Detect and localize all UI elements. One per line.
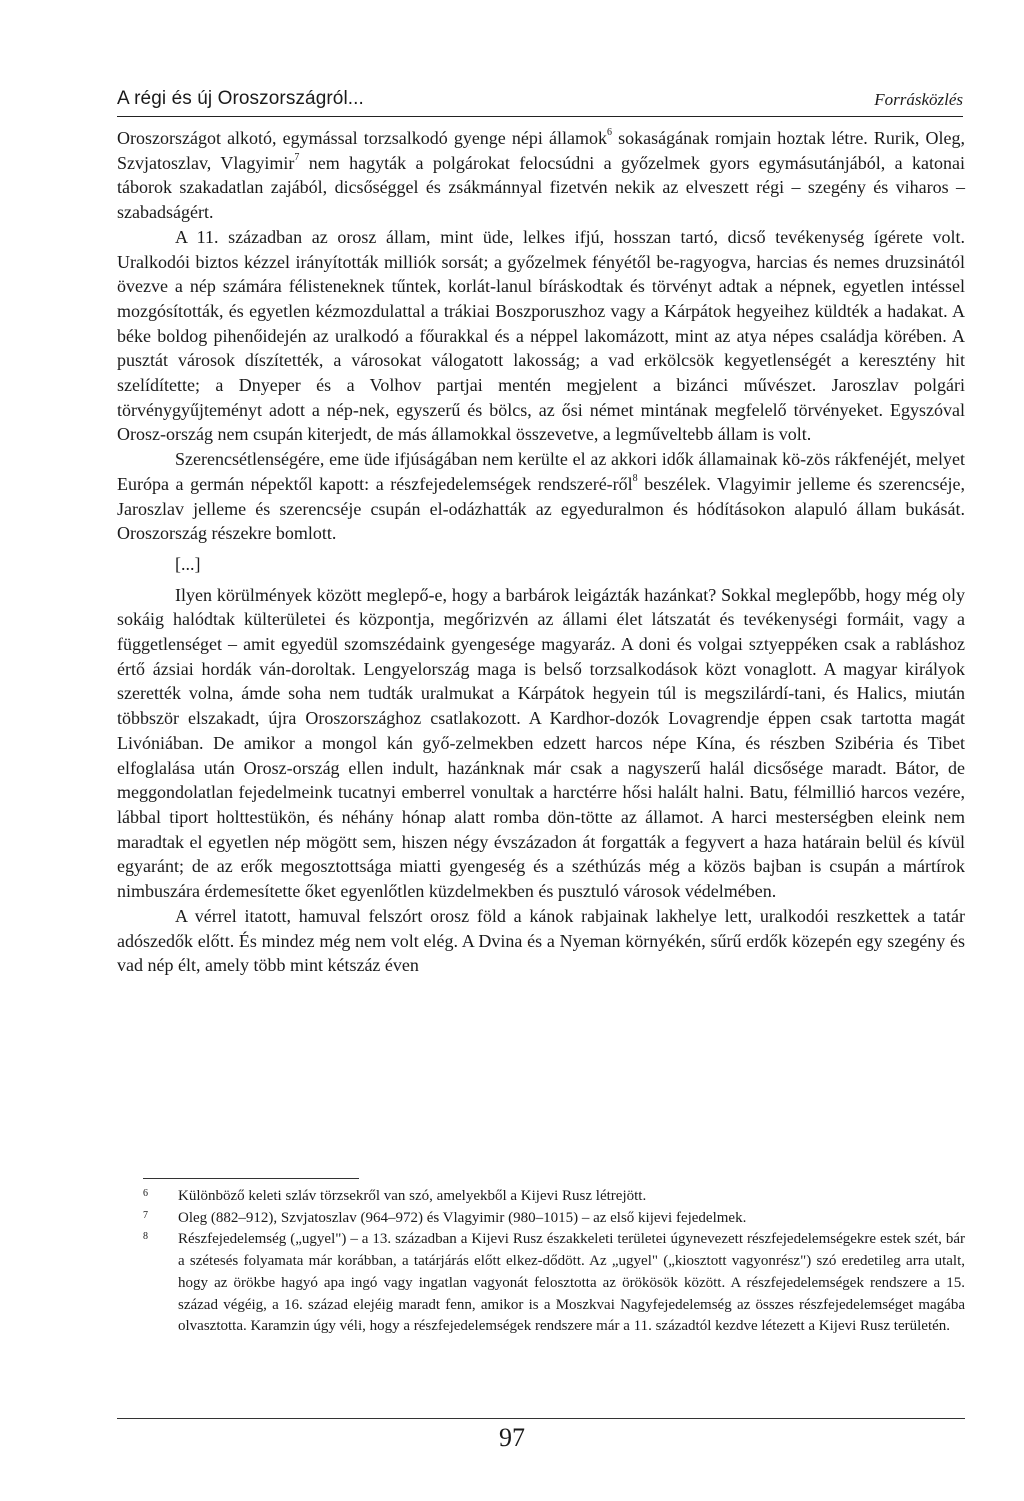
footnote-number: 6 — [143, 1188, 148, 1199]
paragraph: Oroszországot alkotó, egymással torzsalkodó gyenge népi államok$^6$ sokaságának romjain hoztak létre. Rurik, Oleg, Szvjatoszlav, Vlagyimir$^7$ nem hagyták a polgárokat felocsúdni a győzelmek gyors egymásutánjából, a katonai táborok szakadatlan zajából, dicsőséggel és zsákmánnyal fizetvén nekik az elveszett régi – szegény és viharos – szabadságért. — [117, 127, 966, 223]
ellipsis: [...] — [175, 553, 201, 574]
footnotes — [143, 1186, 965, 1338]
footnote-number: 8 — [143, 1231, 148, 1243]
footnote: 6 Különböző keleti szláv törzsekről van szó, amelyekből a Kijevi Rusz létrejött. — [143, 1186, 965, 1208]
header-rule — [117, 116, 963, 117]
footnote-rule — [143, 1178, 359, 1179]
footnote-ref: 7 — [294, 151, 300, 163]
paragraph: Szerencsétlenségére, eme üde ifjúságában nem kerülte el az akkori idők államainak kö-zös rákfenéjét, melyet Európa a germán népektől kapott: a részfejedelemségek rendszeré-ről$^8$ beszélek. Vlagyimir jelleme és szerencséje, Jaroszlav jelleme és szerencséje csupán el-odázhatták az egyeduralmon és hódításokon alapuló állam bukását. Oroszország részekre bomlott. — [117, 449, 965, 544]
page-number: 97 — [499, 1423, 525, 1452]
running-title: A régi és új Oroszországról... — [117, 88, 364, 109]
footnote-ref: 8 — [632, 472, 638, 484]
footnote-number: 7 — [143, 1209, 148, 1221]
section-label: Forrásközlés — [874, 90, 963, 109]
footnote-ref: 6 — [606, 127, 612, 138]
paragraph: Ilyen körülmények között meglepő-e, hogy a barbárok leigázták hazánkat? Sokkal meglepőbb, hogy még oly sokáig halódtak külterületei és központja, megőrizvén az állami élet látszatát és tevékenységi formáit, vagy a függetlenséget – amit egyedül szomszédaink gyengesége magyaráz. A doni és volgai sztyeppéken csak a rabláshoz értő ázsiai hordák ván-doroltak. Lengyelország maga is belső torzsalkodások közt vonaglott. A magyar királyok szerették volna, ámde soha nem tudták uralmukat a Kárpátok hegyein túl is megszilárdí-tani, és Halics, miután többször elszakadt, újra Oroszországhoz csatlakozott. A Kardhor-dozók Lovagrendje éppen csak tartotta magát Livóniában. De amikor a mongol kán győ-zelmekben edzett harcos népe Kína, és részben Szibéria és Tibet elfoglalása után Orosz-ország ellen indult, hazánknak már csak a nagyszerű halál dicsősége maradt. Bátor, de meggondolatlan fejedelmeink tucatnyi emberrel vonultak a harctérre hősi halált halni. Batu, félmillió harcos vezére, lábbal tiport holttestükön, és néhány hónap alatt romba dön-tötte az államot. A harci mesterségben eleink nem maradtak el egyetlen nép mögött sem, hiszen négy évszázadon át forgatták a fegyvert a haza határain belül és kívül egyaránt; de az erők megosztottsága miatti gyengeség és a széthúzás még a közös bajban is csupán a mártírok nimbuszára érdemesítette őket egyenlőtlen küzdelmekben és pusztuló városok védelmében. — [117, 584, 965, 902]
body-text — [117, 126, 965, 978]
paragraph: A 11. században az orosz állam, mint üde, lelkes ifjú, hosszan tartó, dicső tevékenység ígérete volt. Uralkodói biztos kézzel irányították milliók sorsát; a győzelmek fényétől be-ragyogva, harcias és nemes druzsinától övezve a nép számára félisteneknek tűntek, korlát-lanul bíráskodtak és törvényt adtak a népnek, egyetlen intéssel mozgósították, és egyetlen kézmozdulattal a trákiai Boszporuszhoz vagy a Kárpátok hegyeihez küldték a hadakat. A béke boldog pihenőidején az uralkodó a főurakkal és a néppel lakomázott, mint az atya népes családja körében. A pusztát városok díszítették, a városokat válogatott lakosság; a vad erkölcsök kegyetlenségét a keresztény hit szelídítette; a Dnyeper és a Volhov partjai mentén megjelent a bizánci művészet. Jaroszlav polgári törvénygyűjteményt adott a nép-nek, egyszerű és bölcs, az ősi német mintának megfelelő törvényeket. Egyszóval Orosz-ország nem csupán kiterjedt, de más államokkal összevetve, a legműveltebb állam is volt. — [117, 226, 965, 445]
running-header — [117, 88, 963, 118]
paragraph: A vérrel itatott, hamuval felszórt orosz föld a kánok rabjainak lakhelye lett, uralkodói reszkettek a tatár adószedők előtt. És mindez még nem volt elég. A Dvina és a Nyeman környékén, sűrű erdők közepén egy szegény és vad nép élt, amely több mint kétszáz éven — [117, 905, 965, 976]
footnote: 8 Részfejedelemség („ugyel") – a 13. században a Kijevi Rusz északkeleti területei úgynevezett részfejedelemségekre estek szét, bár a szétesés folyamata már korábban, a tatárjárás előtt elkez-dődött. Az „ugyel" („kiosztott vagyonrész") szó eredetileg arra utalt, hogy az örökbe hagyó apa ingó vagy ingatlan vagyonát felosztotta az örökösök között. A részfejedelemségek rendszere a 15. század végéig, a 16. század elejéig maradt fenn, amikor is a Moszkvai Nagyfejedelemség az összes részfejedelemséget magába olvasztotta. Karamzin úgy véli, hogy a részfejedelemségek rendszere már a 11. századtól kezdve létezett a Kijevi Rusz területén. — [143, 1229, 965, 1338]
footnote: 7 Oleg (882–912), Szvjatoszlav (964–972) és Vlagyimir (980–1015) – az első kijevi fejedelmek. — [143, 1208, 965, 1230]
bottom-rule — [117, 1418, 965, 1419]
